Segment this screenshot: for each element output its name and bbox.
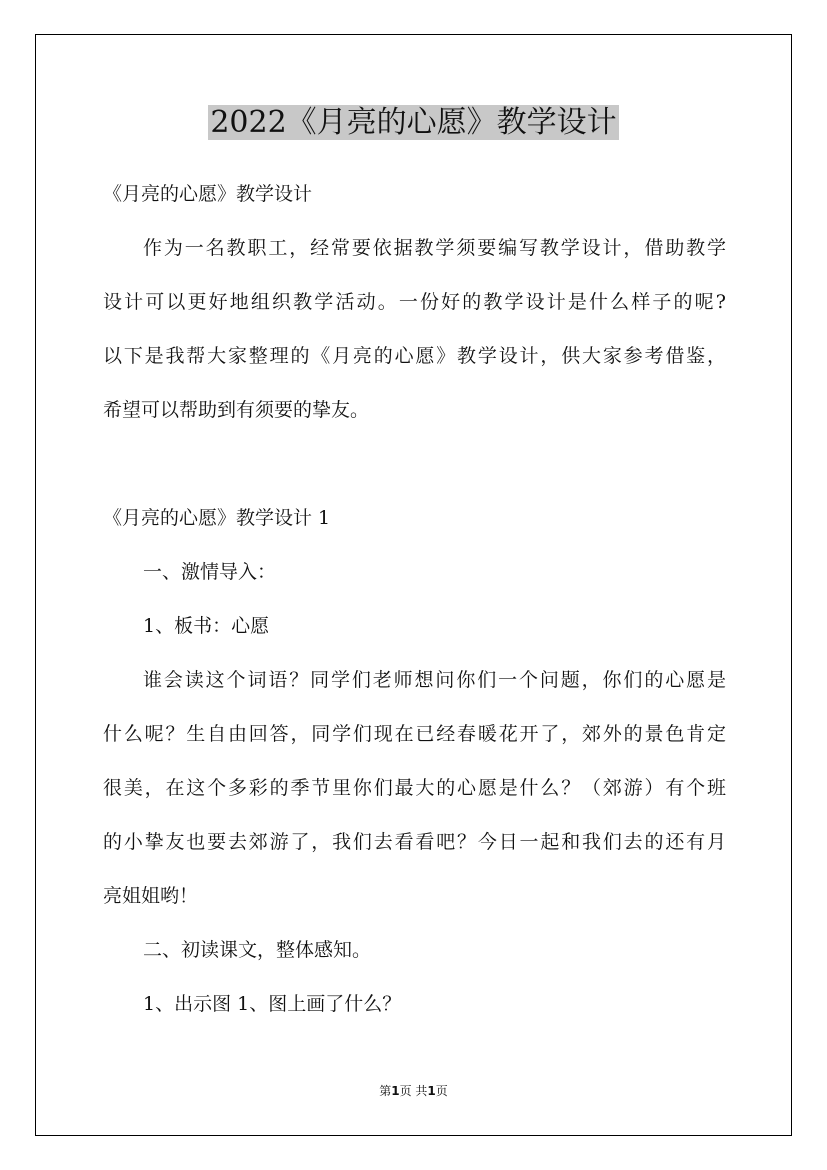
footer-prefix: 第 [379,1084,392,1098]
paragraph-line: 的小挚友也要去郊游了，我们去看看吧？今日一起和我们去的还有月 [103,831,726,853]
list-item: 1、板书：心愿 [143,615,270,637]
list-heading: 二、初读课文，整体感知。 [143,939,372,961]
paragraph-line: 什么呢？生自由回答，同学们现在已经春暖花开了，郊外的景色肯定 [103,723,726,745]
list-heading: 一、激情导入： [143,561,277,583]
footer-page-number: 1 [391,1084,400,1098]
footer-suffix: 页 [435,1084,448,1098]
paragraph-line: 作为一名教职工，经常要依据教学须要编写教学设计，借助教学 [143,237,726,259]
section-heading: 《月亮的心愿》教学设计 1 [103,507,331,529]
page-footer [0,1083,827,1099]
list-item: 1、出示图 1、图上画了什么？ [143,993,402,1015]
section-heading: 《月亮的心愿》教学设计 [103,183,313,205]
footer-middle: 页 共 [399,1084,428,1098]
paragraph-line: 亮姐姐哟！ [103,885,199,907]
paragraph-line: 谁会读这个词语？同学们老师想问你们一个问题，你们的心愿是 [143,669,726,691]
footer-page-total: 1 [427,1084,436,1098]
paragraph-line: 以下是我帮大家整理的《月亮的心愿》教学设计，供大家参考借鉴， [103,345,726,367]
paragraph-line: 设计可以更好地组织教学活动。一份好的教学设计是什么样子的呢? [103,291,726,313]
document-title [0,103,827,143]
paragraph-line: 很美，在这个多彩的季节里你们最大的心愿是什么？（郊游）有个班 [103,777,726,799]
document-title-text: 2022《月亮的心愿》教学设计 [210,105,617,140]
paragraph-line: 希望可以帮助到有须要的挚友。 [103,399,370,421]
